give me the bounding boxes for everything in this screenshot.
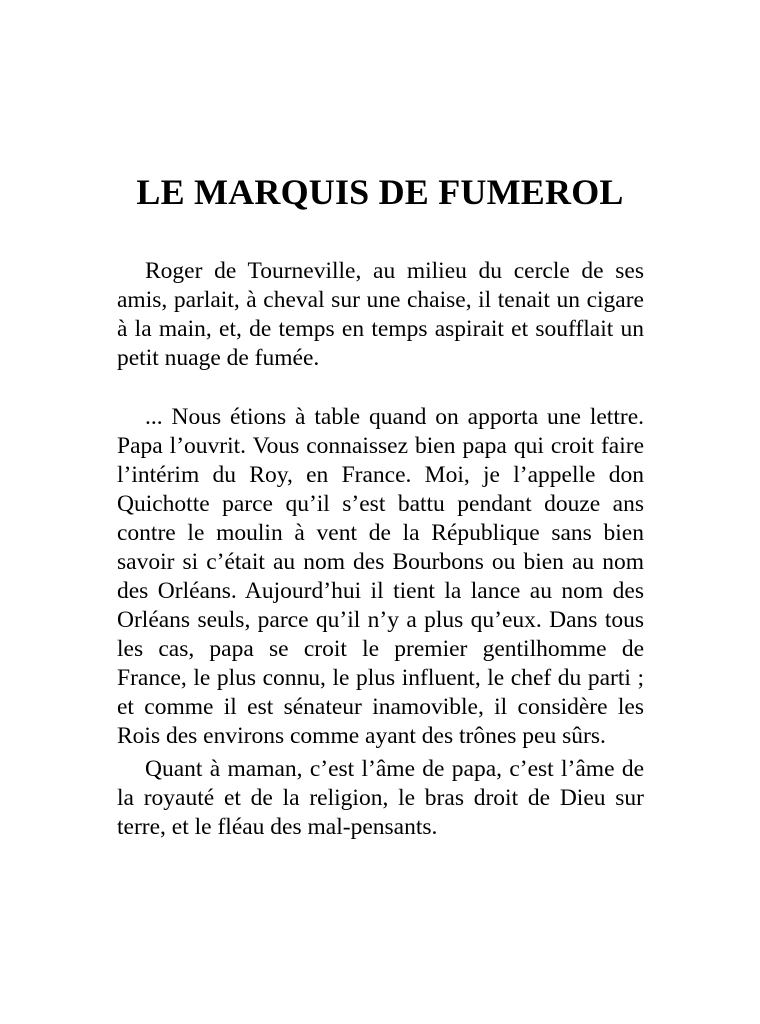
paragraph-2: ... Nous étions à table quand on apporta une lettre. Papa l’ouvrit. Vous connaissez bien papa qui croit faire l’intérim du Roy, en France. Moi, je l’appelle don Quichotte parce qu’il s’est battu pendant douze ans contre le moulin à vent de la République sans bien savoir si c’était au nom des Bourbons ou bien au nom des Orléans. Aujourd’hui il tient la lance au nom des Orléans seuls, parce qu’il n’y a plus qu’eux. Dans tous les cas, papa se croit le premier gentilhomme de France, le plus connu, le plus influent, le chef du parti ; et comme il est sénateur inamovible, il considère les Rois des environs comme ayant des trônes peu sûrs. [117, 404, 644, 749]
paragraph-1: Roger de Tourneville, au milieu du cercle de ses amis, parlait, à cheval sur une chaise, il tenait un cigare à la main, et, de temps en temps aspirait et soufflait un petit nuage de fumée. [117, 258, 644, 371]
chapter-title: LE MARQUIS DE FUMEROL [136, 172, 624, 212]
body-text [117, 257, 644, 842]
paragraph-3: Quant à maman, c’est l’âme de papa, c’est l’âme de la royauté et de la religion, le bras droit de Dieu sur terre, et le fléau des mal-pensants. [117, 756, 644, 840]
